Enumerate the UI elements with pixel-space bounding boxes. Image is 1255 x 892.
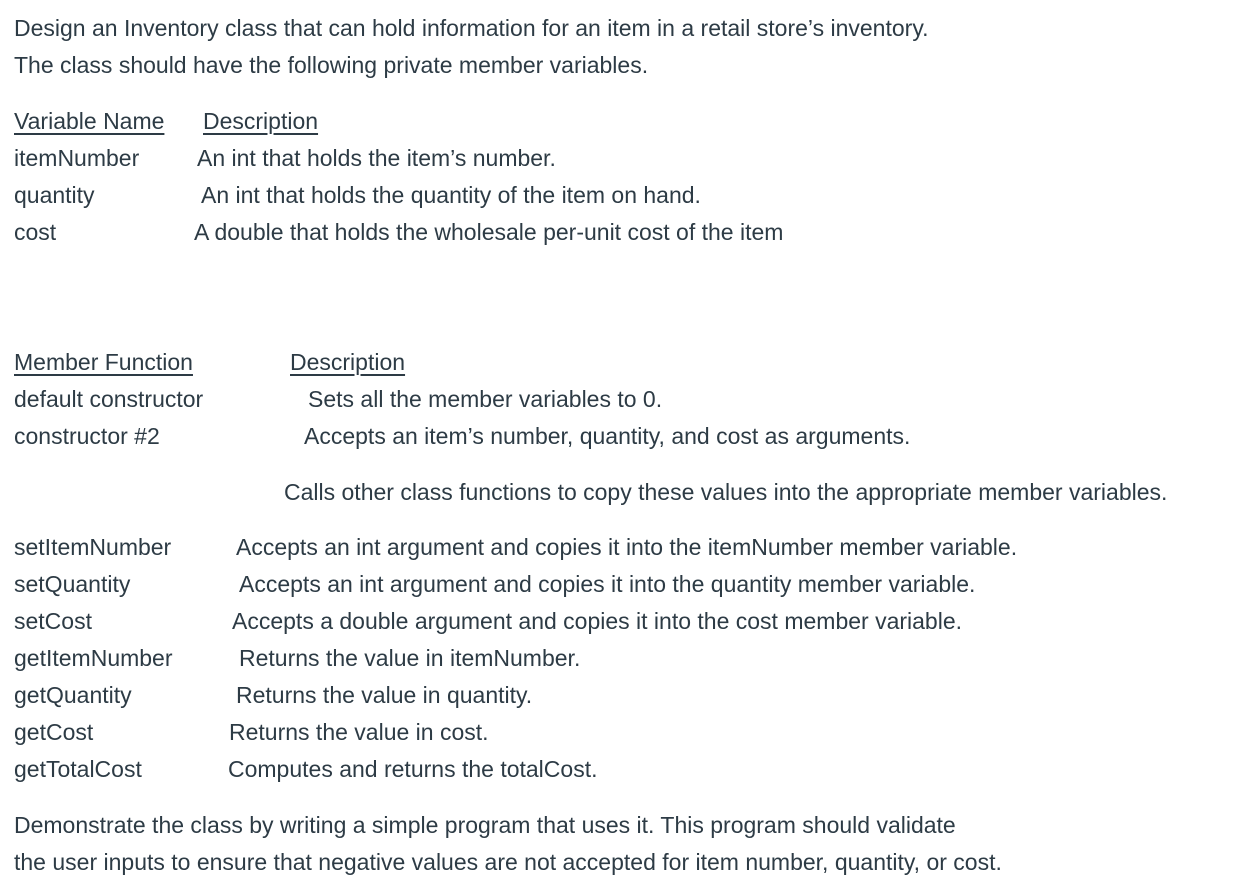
function-name: getItemNumber: [14, 645, 173, 671]
variable-name: cost: [14, 219, 57, 245]
function-description: Calls other class functions to copy these values into the appropriate member variables.: [284, 479, 1168, 505]
function-description: Accepts an int argument and copies it into the itemNumber member variable.: [236, 534, 1018, 560]
intro-line-1: Design an Inventory class that can hold information for an item in a retail store’s inventory.: [14, 15, 929, 41]
function-description: Returns the value in quantity.: [236, 682, 533, 708]
variables-header-description: Description: [203, 108, 319, 134]
function-description: Returns the value in cost.: [229, 719, 489, 745]
outro-line-2: the user inputs to ensure that negative values are not accepted for item number, quantity, or cost.: [14, 849, 1002, 875]
function-description: Sets all the member variables to 0.: [308, 386, 663, 412]
functions-header-description: Description: [290, 349, 406, 375]
variables-header-name: Variable Name: [14, 108, 165, 134]
variable-description: A double that holds the wholesale per-unit cost of the item: [194, 219, 784, 245]
function-description: Accepts an int argument and copies it into the quantity member variable.: [239, 571, 976, 597]
variable-description: An int that holds the quantity of the item on hand.: [201, 182, 701, 208]
variable-name: itemNumber: [14, 145, 140, 171]
function-name: default constructor: [14, 386, 204, 412]
function-name: getCost: [14, 719, 94, 745]
function-description: Accepts an item’s number, quantity, and cost as arguments.: [304, 423, 911, 449]
outro-line-1: Demonstrate the class by writing a simple program that uses it. This program should validate: [14, 812, 956, 838]
functions-header-name: Member Function: [14, 349, 193, 375]
function-name: getTotalCost: [14, 756, 142, 782]
function-name: setQuantity: [14, 571, 131, 597]
function-description: Computes and returns the totalCost.: [228, 756, 598, 782]
variable-description: An int that holds the item’s number.: [197, 145, 556, 171]
function-name: setItemNumber: [14, 534, 172, 560]
intro-line-2: The class should have the following private member variables.: [14, 52, 649, 78]
function-name: constructor #2: [14, 423, 160, 449]
function-description: Returns the value in itemNumber.: [239, 645, 581, 671]
function-description: Accepts a double argument and copies it into the cost member variable.: [232, 608, 963, 634]
function-name: getQuantity: [14, 682, 132, 708]
variable-name: quantity: [14, 182, 95, 208]
function-name: setCost: [14, 608, 92, 634]
